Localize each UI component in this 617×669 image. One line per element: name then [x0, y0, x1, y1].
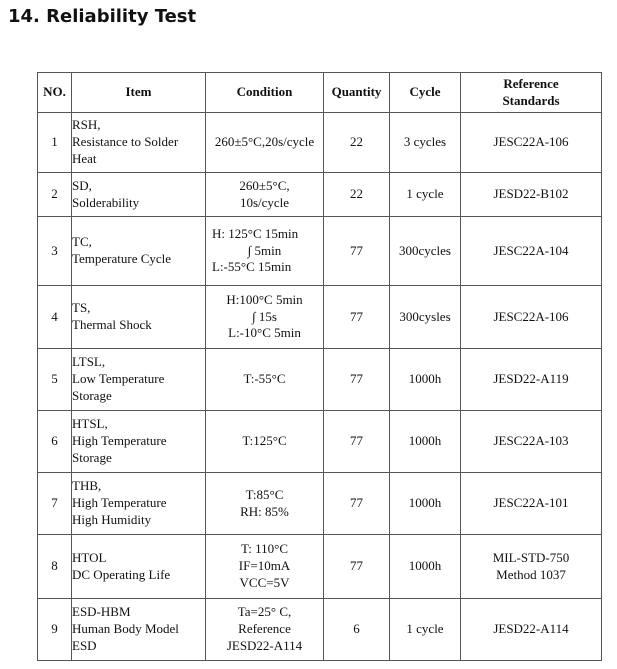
header-no: NO. [38, 73, 72, 113]
cell-quantity: 22 [324, 173, 390, 217]
cell-cycle: 1000h [390, 411, 461, 473]
item-line: RSH, [72, 117, 101, 133]
cell-cycle: 1000h [390, 535, 461, 599]
item-line: High Temperature [72, 433, 167, 449]
condition-line: Ta=25° C, [237, 604, 292, 620]
cell-no: 6 [38, 411, 72, 473]
table-body [38, 113, 602, 661]
table-row [38, 173, 602, 217]
cell-item [72, 473, 206, 535]
condition-line: ∫ 5min [247, 242, 282, 258]
condition-line: VCC=5V [239, 574, 290, 590]
cell-no: 3 [38, 217, 72, 286]
item-line: Storage [72, 387, 112, 403]
condition-line: JESD22-A114 [226, 637, 303, 653]
condition-line: RH: 85% [240, 503, 289, 519]
item-line: LTSL, [72, 354, 106, 370]
item-line: ESD [72, 637, 97, 653]
cell-quantity: 77 [324, 535, 390, 599]
condition-line: T:125°C [242, 433, 287, 449]
cell-item [72, 599, 206, 661]
table-header-row [38, 73, 602, 113]
cell-no: 5 [38, 349, 72, 411]
condition-line: T:-55°C [243, 371, 286, 387]
cell-no: 7 [38, 473, 72, 535]
item-line: Human Body Model [72, 621, 179, 637]
table-row [38, 473, 602, 535]
item-line: HTSL, [72, 416, 108, 432]
item-line: Temperature Cycle [72, 251, 172, 266]
table-row [38, 411, 602, 473]
cell-no: 9 [38, 599, 72, 661]
cell-no: 4 [38, 286, 72, 349]
condition-line: T: 110°C [240, 541, 289, 557]
condition-line: 260±5°C, [239, 177, 290, 193]
cell-item [72, 349, 206, 411]
cell-standard [461, 349, 602, 411]
cell-quantity: 22 [324, 113, 390, 173]
cell-standard [461, 286, 602, 349]
item-line: TC, [72, 234, 92, 250]
table-row [38, 535, 602, 599]
item-line: Low Temperature [72, 371, 165, 387]
condition-line: 10s/cycle [239, 194, 290, 210]
condition-line: H: 125°C 15min [212, 225, 299, 241]
section-title: 14. Reliability Test [8, 6, 197, 27]
cell-condition [206, 473, 324, 535]
cell-item [72, 286, 206, 349]
condition-line: H:100°C 5min [226, 291, 303, 307]
cell-quantity: 77 [324, 286, 390, 349]
cell-cycle: 1 cycle [390, 599, 461, 661]
cell-item [72, 113, 206, 173]
header-quantity: Quantity [324, 73, 390, 113]
standard-line: Method 1037 [496, 566, 566, 582]
item-line: SD, [72, 177, 92, 193]
cell-condition [206, 411, 324, 473]
cell-cycle: 300cycles [390, 217, 461, 286]
cell-condition [206, 349, 324, 411]
condition-line: IF=10mA [238, 558, 291, 574]
cell-standard [461, 113, 602, 173]
cell-item [72, 173, 206, 217]
item-line: Resistance to Solder [72, 134, 179, 150]
standard-line: JESD22-A119 [493, 371, 569, 387]
cell-quantity: 77 [324, 217, 390, 286]
condition-line: Reference [238, 621, 291, 637]
item-line: High Humidity [72, 511, 152, 527]
cell-condition [206, 217, 324, 286]
standard-line: JESC22A-103 [493, 433, 569, 449]
header-cycle: Cycle [390, 73, 461, 113]
condition-line: T:85°C [245, 486, 284, 502]
cell-standard [461, 599, 602, 661]
cell-quantity: 6 [324, 599, 390, 661]
cell-cycle: 1000h [390, 473, 461, 535]
header-reference-line2: Standards [502, 92, 560, 108]
cell-quantity: 77 [324, 411, 390, 473]
cell-quantity: 77 [324, 349, 390, 411]
standard-line: JESC22A-106 [493, 134, 569, 150]
cell-cycle: 300cysles [390, 286, 461, 349]
table-row [38, 113, 602, 173]
cell-condition [206, 286, 324, 349]
cell-standard [461, 473, 602, 535]
cell-standard [461, 173, 602, 217]
table-row [38, 599, 602, 661]
table-row [38, 349, 602, 411]
condition-line: ∫ 15s [252, 308, 277, 324]
header-reference-line1: Reference [503, 75, 559, 91]
header-condition: Condition [206, 73, 324, 113]
condition-line: L:-10°C 5min [228, 325, 301, 341]
cell-item [72, 217, 206, 286]
item-line: TS, [72, 300, 91, 316]
item-line: THB, [72, 478, 102, 494]
item-line: HTOL [72, 549, 107, 565]
condition-line: L:-55°C 15min [212, 259, 292, 275]
cell-no: 2 [38, 173, 72, 217]
item-line: Storage [72, 449, 112, 465]
reliability-test-table [37, 72, 602, 661]
item-line: DC Operating Life [72, 566, 171, 582]
item-line: High Temperature [72, 495, 167, 511]
table-row [38, 217, 602, 286]
condition-line: 260±5°C,20s/cycle [214, 134, 315, 150]
cell-cycle: 1 cycle [390, 173, 461, 217]
cell-item [72, 535, 206, 599]
cell-condition [206, 113, 324, 173]
item-line: Thermal Shock [72, 317, 152, 332]
standard-line: JESC22A-106 [493, 308, 569, 324]
cell-no: 8 [38, 535, 72, 599]
item-line: Solderability [72, 194, 140, 210]
standard-line: JESC22A-101 [493, 495, 569, 511]
standard-line: JESC22A-104 [493, 242, 569, 258]
item-line: ESD-HBM [72, 604, 131, 620]
cell-standard [461, 535, 602, 599]
header-reference-standards [461, 73, 602, 113]
cell-condition [206, 599, 324, 661]
cell-standard [461, 411, 602, 473]
standard-line: JESD22-B102 [493, 186, 569, 202]
cell-cycle: 3 cycles [390, 113, 461, 173]
header-item: Item [72, 73, 206, 113]
cell-condition [206, 535, 324, 599]
cell-condition [206, 173, 324, 217]
standard-line: JESD22-A114 [493, 621, 569, 637]
cell-standard [461, 217, 602, 286]
cell-quantity: 77 [324, 473, 390, 535]
cell-item [72, 411, 206, 473]
item-line: Heat [72, 150, 97, 166]
standard-line: MIL-STD-750 [492, 549, 570, 565]
cell-no: 1 [38, 113, 72, 173]
table-row [38, 286, 602, 349]
cell-cycle: 1000h [390, 349, 461, 411]
